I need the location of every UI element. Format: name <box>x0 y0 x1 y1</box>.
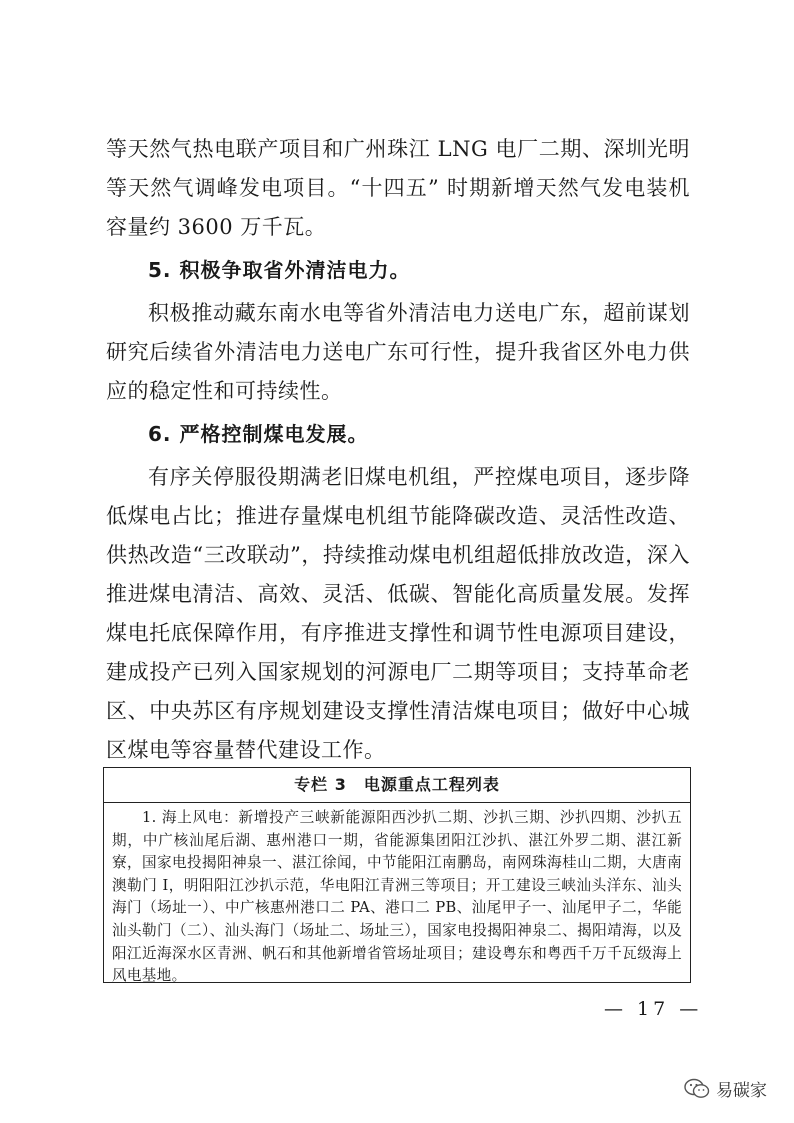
box-body-text: 1. 海上风电：新增投产三峡新能源阳西沙扒二期、沙扒三期、沙扒四期、沙扒五期，中广核汕尾后湖、惠州港口一期，省能源集团阳江沙扒、湛江外罗二期、湛江新寮，国家电投揭阳神泉一、湛江徐闻，中节能阳江南鹏岛，南网珠海桂山二期，大唐南澳勒门 I，明阳阳江沙扒示范，华电阳江青洲三等项目；开工建设三峡汕头洋东、汕头海门（场址一）、中广核惠州港口二 PA、港口二 PB、汕尾甲子一、汕尾甲子二，华能汕头勒门（二）、汕头海门（场址二、场址三），国家电投揭阳神泉二、揭阳靖海，以及阳江近海深水区青洲、帆石和其他新增省管场址项目；建设粤东和粤西千万千瓦级海上风电基地。 <box>112 809 682 985</box>
page-number: — 17 — <box>604 998 703 1020</box>
project-list-box <box>103 767 691 983</box>
watermark-text: 易碳家 <box>716 1081 767 1101</box>
paragraph-gas-power: 等天然气热电联产项目和广州珠江 LNG 电厂二期、深圳光明等天然气调峰发电项目。“十四五” 时期新增天然气发电装机容量约 3600 万千瓦。 <box>106 137 690 239</box>
main-text-upper <box>106 130 690 770</box>
heading-section-5: 5. 积极争取省外清洁电力。 <box>148 258 411 282</box>
box-title: 专栏 3 电源重点工程列表 <box>104 768 690 803</box>
paragraph-external-power: 积极推动藏东南水电等省外清洁电力送电广东，超前谋划研究后续省外清洁电力送电广东可行性，提升我省区外电力供应的稳定性和可持续性。 <box>106 301 690 403</box>
watermark <box>684 1076 767 1101</box>
heading-section-6: 6. 严格控制煤电发展。 <box>148 422 369 446</box>
wechat-icon <box>684 1078 710 1100</box>
paragraph-coal-power: 有序关停服役期满老旧煤电机组，严控煤电项目，逐步降低煤电占比；推进存量煤电机组节能降碳改造、灵活性改造、供热改造“三改联动”，持续推动煤电机组超低排放改造，深入推进煤电清洁、高效、灵活、低碳、智能化高质量发展。发挥煤电托底保障作用，有序推进支撑性和调节性电源项目建设，建成投产已列入国家规划的河源电厂二期等项目；支持革命老区、中央苏区有序规划建设支撑性清洁煤电项目；做好中心城区煤电等容量替代建设工作。 <box>106 465 690 762</box>
